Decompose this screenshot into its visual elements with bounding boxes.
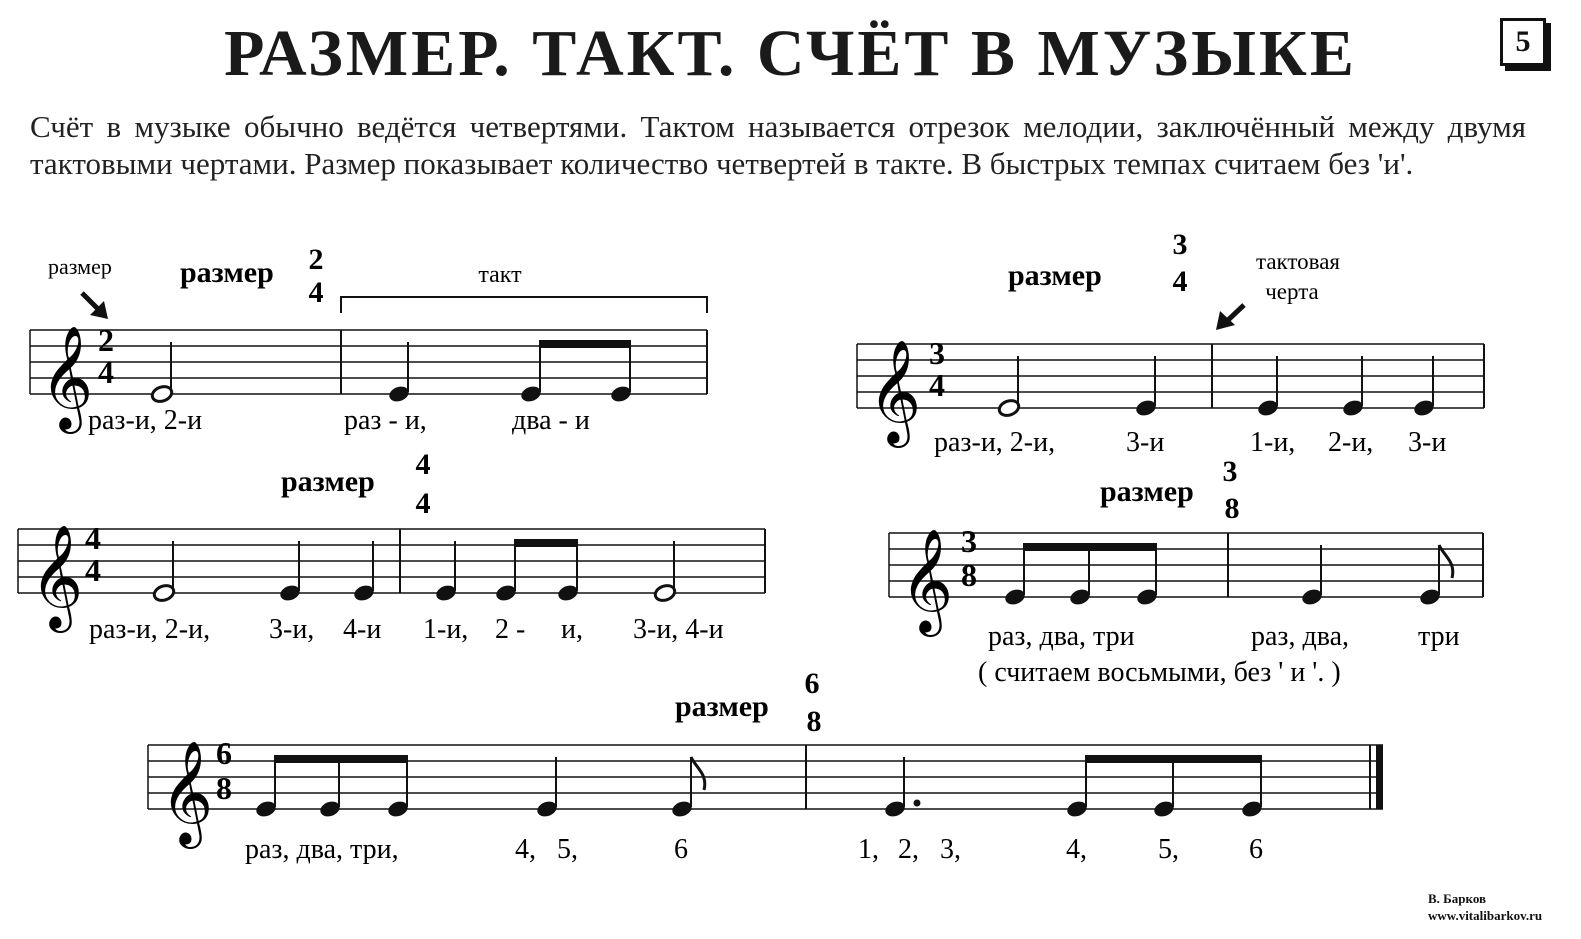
heading-ts-top: 6 <box>804 667 820 700</box>
treble-clef-icon: 𝄞 <box>868 343 922 442</box>
count-label: 3-и <box>1126 427 1165 458</box>
count-label: 1-и, <box>1250 427 1296 458</box>
time-signature-top: 3 <box>929 335 945 371</box>
count-label: 6 <box>1249 834 1263 865</box>
quarter-note <box>1256 356 1280 418</box>
count-label: 4-и <box>343 614 382 645</box>
author-name: В. Барков <box>1428 891 1487 906</box>
heading-razmer-3-8: размер <box>1100 475 1194 508</box>
heading-razmer-3-4: размер <box>1008 259 1102 292</box>
treble-clef-icon: 𝄞 <box>40 329 94 428</box>
count-label: 1-и, <box>423 614 469 645</box>
half-note <box>150 342 174 404</box>
count-label: 2, <box>898 834 919 865</box>
count-label: раз, два, <box>1251 621 1350 652</box>
author-website: www.vitalibarkov.ru <box>1428 908 1543 923</box>
count-label: раз-и, 2-и <box>88 405 203 436</box>
arrow-down-left-icon <box>1216 305 1244 330</box>
half-note <box>152 541 176 603</box>
count-label: 5, <box>557 834 578 865</box>
quarter-note <box>434 541 458 603</box>
count-label: 3-и <box>1408 427 1447 458</box>
count-label: раз, два, три, <box>245 834 399 865</box>
eighths-counting-note: ( считаем восьмыми, без ' и '. ) <box>978 657 1341 688</box>
example-6-8 <box>148 667 1383 865</box>
time-signature-top: 3 <box>961 523 977 559</box>
quarter-note <box>1412 356 1436 418</box>
heading-razmer-4-4: размер <box>281 465 375 498</box>
example-4-4 <box>18 448 765 645</box>
annotation-razmer: размер <box>48 254 112 279</box>
quarter-note <box>387 342 411 404</box>
arrow-down-right-icon <box>82 293 108 319</box>
example-2-4 <box>30 243 707 436</box>
time-signature-top: 6 <box>216 735 232 771</box>
staff-lines <box>148 745 1383 809</box>
quarter-note <box>1134 356 1158 418</box>
time-signature-bottom: 8 <box>216 770 232 806</box>
heading-razmer-6-8: размер <box>675 690 769 723</box>
quarter-note <box>352 541 376 603</box>
example-3-4 <box>857 228 1484 458</box>
count-label: два - и <box>512 405 590 436</box>
time-signature-bottom: 4 <box>929 367 945 403</box>
quarter-note <box>535 757 559 819</box>
staff-lines <box>30 330 707 394</box>
heading-ts-top: 4 <box>415 448 431 481</box>
heading-ts-bottom: 4 <box>1172 265 1188 298</box>
treble-clef-icon: 𝄞 <box>160 744 214 843</box>
measure-bracket <box>341 297 707 313</box>
count-label: 3-и, 4-и <box>633 614 724 645</box>
count-label: 4, <box>1066 834 1087 865</box>
quarter-note <box>1341 356 1365 418</box>
count-label: и, <box>561 614 583 645</box>
heading-ts-bottom: 4 <box>308 276 324 309</box>
heading-ts-bottom: 8 <box>1224 492 1240 525</box>
example-3-8 <box>889 455 1483 688</box>
count-label: раз-и, 2-и, <box>89 614 211 645</box>
heading-ts-top: 2 <box>308 243 324 276</box>
heading-ts-top: 3 <box>1172 228 1188 261</box>
quarter-note <box>1300 545 1324 607</box>
count-label: 2 - <box>495 614 526 645</box>
count-label: 3-и, <box>269 614 315 645</box>
count-label: раз, два, три <box>988 621 1135 652</box>
annotation-takt: такт <box>478 262 522 288</box>
staff-lines <box>889 533 1483 597</box>
time-signature-top: 4 <box>85 520 101 556</box>
annotation-cherta: черта <box>1265 279 1319 304</box>
half-note <box>997 356 1021 418</box>
time-signature-bottom: 4 <box>98 354 114 390</box>
quarter-note <box>278 541 302 603</box>
count-label: 3, <box>940 834 961 865</box>
count-label: 1, <box>858 834 879 865</box>
annotation-taktovaya: тактовая <box>1255 249 1341 274</box>
final-barline <box>1376 745 1383 809</box>
staff-lines <box>857 344 1484 408</box>
count-label: раз-и, 2-и, <box>934 427 1056 458</box>
intro-paragraph: Счёт в музыке обычно ведётся четвертями. Тактом называется отрезок мелодии, заключённый между двумя тактовыми чертами. Размер показывает количество четвертей в такте. В быстрых темпах считаем без 'и'. <box>30 109 1526 181</box>
time-signature-bottom: 8 <box>961 557 977 593</box>
half-note <box>653 541 677 603</box>
staff-lines <box>18 529 765 593</box>
time-signature-top: 2 <box>98 322 114 358</box>
treble-clef-icon: 𝄞 <box>900 532 954 631</box>
page-number-badge: 5 <box>1500 18 1546 66</box>
heading-razmer-2-4: размер <box>180 256 274 289</box>
count-label: 6 <box>674 834 688 865</box>
count-label: раз - и, <box>344 405 427 436</box>
count-label: 4, <box>515 834 536 865</box>
count-label: три <box>1418 621 1460 652</box>
time-signature-bottom: 4 <box>85 552 101 588</box>
treble-clef-icon: 𝄞 <box>30 528 84 627</box>
heading-ts-bottom: 8 <box>806 705 822 738</box>
count-label: 2-и, <box>1328 427 1374 458</box>
page-title: РАЗМЕР. ТАКТ. СЧЁТ В МУЗЫКЕ <box>224 17 1357 90</box>
count-label: 5, <box>1158 834 1179 865</box>
heading-ts-top: 3 <box>1222 455 1238 488</box>
heading-ts-bottom: 4 <box>415 487 431 520</box>
author-credit <box>1428 890 1542 924</box>
